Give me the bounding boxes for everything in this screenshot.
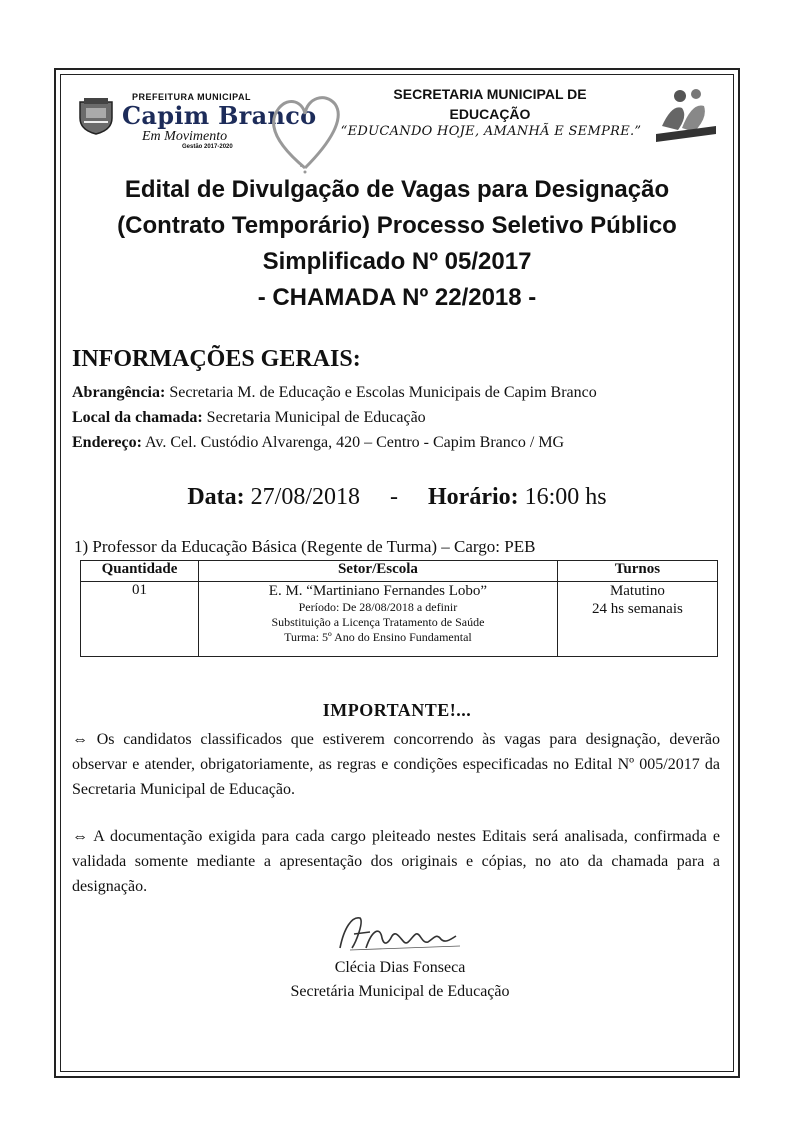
paragraph-1-text: Os candidatos classificados que estiverem concorrendo às vagas para designação, deverão observar e atender, obrigatoriamente, as regras e condições especificadas no Edital Nº 005/2017 da Secretaria Municipal de Educação. — [72, 731, 721, 798]
local-value: Secretaria Municipal de Educação — [206, 409, 426, 426]
abrangencia-label: Abrangência: — [72, 384, 166, 401]
date-value: 27/08/2018 — [250, 484, 360, 510]
important-paragraph-1 — [72, 727, 720, 802]
local-label: Local da chamada: — [72, 409, 203, 426]
vacancy-table — [80, 560, 718, 657]
title-line-1: Edital de Divulgação de Vagas para Designação — [124, 176, 670, 203]
education-logo-icon — [652, 86, 720, 146]
endereco-label: Endereço: — [72, 434, 142, 451]
left-right-arrow-icon: ⇔ — [72, 731, 88, 748]
cell-turnos — [557, 582, 717, 657]
table-header-row — [81, 561, 718, 582]
cell-quantidade: 01 — [81, 582, 199, 657]
signatory-name: Clécia Dias Fonseca — [334, 959, 466, 976]
edital-title — [70, 172, 724, 316]
schedule-separator: - — [390, 484, 398, 510]
gestao-label: Gestão 2017-2020 — [182, 144, 233, 150]
abrangencia-line — [72, 384, 597, 402]
endereco-value: Av. Cel. Custódio Alvarenga, 420 – Centro - Capim Branco / MG — [145, 434, 565, 451]
schedule-line — [72, 484, 722, 511]
time-label: Horário: — [428, 484, 519, 510]
left-right-arrow-icon: ⇔ — [72, 828, 88, 845]
signature-block — [250, 908, 550, 1004]
column-header-turnos: Turnos — [557, 561, 717, 582]
local-line — [72, 409, 426, 427]
heart-swirl-icon — [265, 88, 347, 176]
important-paragraph-2 — [72, 824, 720, 899]
carga-text: 24 hs semanais — [592, 601, 683, 617]
school-name: E. M. “Martiniano Fernandes Lobo” — [268, 583, 488, 599]
city-name: Capim Branco — [122, 101, 317, 130]
periodo-text: Período: De 28/08/2018 a definir — [298, 600, 458, 614]
cell-escola — [199, 582, 558, 657]
endereco-line — [72, 434, 564, 452]
title-line-3: Simplificado Nº 05/2017 — [262, 248, 532, 275]
general-info-heading: INFORMAÇÕES GERAIS: — [72, 346, 361, 372]
prefeitura-label: PREFEITURA MUNICIPAL — [132, 92, 251, 102]
abrangencia-value: Secretaria M. de Educação e Escolas Municipais de Capim Branco — [169, 384, 597, 401]
turno-text: Matutino — [609, 583, 665, 599]
important-heading: IMPORTANTE!... — [322, 700, 472, 720]
title-line-4: - CHAMADA Nº 22/2018 - — [257, 284, 537, 311]
signatory-role: Secretária Municipal de Educação — [290, 983, 510, 1000]
table-row — [81, 582, 718, 657]
motivo-text: Substituição a Licença Tratamento de Saúde — [271, 615, 485, 629]
date-label: Data: — [187, 484, 245, 510]
column-header-escola: Setor/Escola — [199, 561, 558, 582]
secretaria-title: SECRETARIA MUNICIPAL DE EDUCAÇÃO — [393, 86, 587, 122]
position-title: 1) Professor da Educação Básica (Regente de Turma) – Cargo: PEB — [74, 537, 536, 556]
city-motto: Em Movimento — [142, 129, 228, 144]
time-value: 16:00 hs — [524, 484, 607, 510]
title-line-2: (Contrato Temporário) Processo Seletivo Público — [117, 212, 677, 239]
secretaria-slogan: “EDUCANDO HOJE, AMANHÃ E SEMPRE.” — [340, 124, 642, 139]
handwritten-signature — [330, 908, 470, 956]
column-header-quantidade: Quantidade — [81, 561, 199, 582]
prefeitura-logo — [70, 88, 340, 178]
city-crest-icon — [74, 96, 118, 136]
turma-text: Turma: 5º Ano do Ensino Fundamental — [284, 630, 472, 644]
paragraph-2-text: A documentação exigida para cada cargo pleiteado nestes Editais será analisada, confirmada e validada somente mediante a apresentação dos originais e cópias, no ato da chamada para a designação. — [72, 828, 720, 895]
